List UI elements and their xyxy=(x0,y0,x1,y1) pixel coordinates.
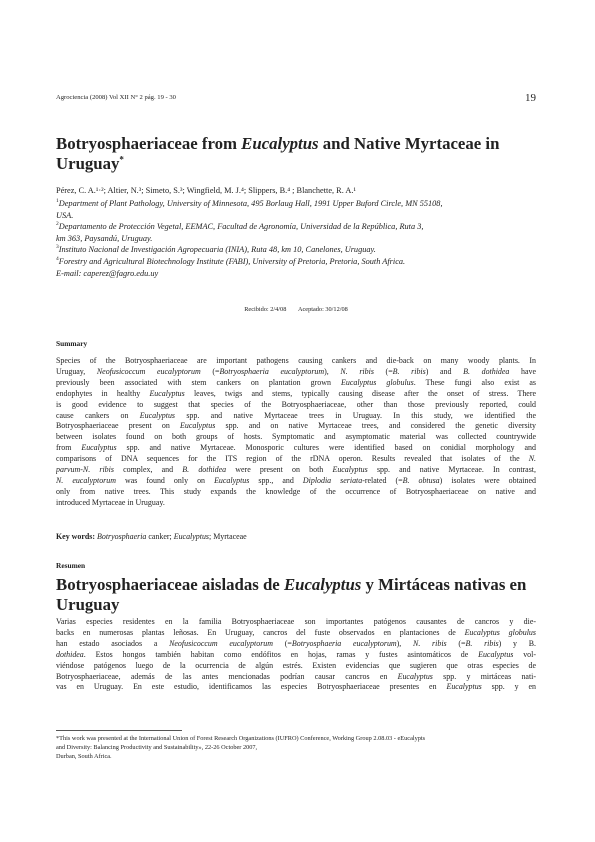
affiliation-line xyxy=(56,221,536,233)
affiliation-text: Departamento de Protección Vegetal, EEMAC, Facultad de Agronomía, Universidad de la República, Ruta 3, xyxy=(58,222,424,232)
footnote-line: and Diversity: Balancing Productivity and Sustainability», 22-26 October 2007, xyxy=(56,744,258,751)
summary-line: N. eucalyptorum was found only on Eucalyptus spp., and Diplodia seriata-related (=B. obtusa) isolates were obtained xyxy=(56,475,536,485)
resumen-line: han estado asociados a Neofusicoccum eucalyptorum (=Botryosphaeria eucalyptorum), N. ribis (=B. ribis) y B. xyxy=(56,638,536,648)
title-part: Botryosphaeriaceae from xyxy=(56,134,242,153)
received-date: Recibido: 2/4/08 xyxy=(244,306,287,313)
keywords-label: Key words: xyxy=(56,532,96,541)
summary-heading: Summary xyxy=(56,339,88,348)
affiliation-number: 3 xyxy=(56,244,59,251)
resumen-line: vas en Uruguay. En este estudio, identificamos las especies Botryosphaeriaceae presentes en Eucalyptus spp. y en xyxy=(56,682,536,692)
summary-line: Botryosphaeriaceae present on Eucalyptus spp. and on native Myrtaceae trees, and considered the genetic diversity xyxy=(56,421,536,431)
received-accepted-dates xyxy=(56,306,536,313)
affiliation-text: E-mail: caperez@fagro.edu.uy xyxy=(56,268,159,278)
affiliation-text: Department of Plant Pathology, University of Minnesota, 495 Borlaug Hall, 1991 Upper Buford Circle, MN 55108, xyxy=(58,199,443,208)
summary-line: cause cankers on Eucalyptus spp. and native Myrtaceae trees in Uruguay. In this study, we identified the xyxy=(56,410,536,420)
summary-line: between isolates found on both groups of hosts. Symptomatic and asymptomatic material was collected countrywide xyxy=(56,432,536,442)
affiliation-number: 1 xyxy=(56,198,59,205)
running-header xyxy=(56,93,536,107)
title-italic: Eucalyptus xyxy=(241,134,319,153)
resumen-line: Botryosphaeriaceae, además de las antes mencionadas podrían causar cancros en Eucalyptus spp. y mirtáceas nati- xyxy=(56,671,536,681)
footnote xyxy=(56,734,536,761)
affiliation-line xyxy=(56,268,536,280)
footnote-line: *This work was presented at the International Union of Forest Research Organizations (IUFRO) Conference, Working Group 2.08.03 - eEucalypts xyxy=(56,735,426,742)
spanish-title xyxy=(56,575,536,615)
accepted-date: Aceptado: 30/12/08 xyxy=(297,306,348,313)
summary-line: parvum-N. ribis complex, and B. dothidea were present on both Eucalyptus spp. and native Myrtaceae. In contrast, xyxy=(56,465,536,475)
affiliation-text: USA. xyxy=(56,210,74,220)
spanish-title-part: y Mirtáceas nativas en Uruguay xyxy=(56,575,527,614)
affiliation-text: km 363, Paysandú, Uruguay. xyxy=(56,233,153,243)
resumen-line: backs en numerosas plantas leñosas. En Uruguay, cancros del fuste observados en plantaciones de Eucalyptus globulus xyxy=(56,627,536,637)
summary-line: introduced Myrtaceae in Uruguay. xyxy=(56,497,165,507)
affiliation-line xyxy=(56,244,536,256)
paper-title xyxy=(56,134,536,174)
summary-line: Uruguay, Neofusicoccum eucalyptorum (=Botryosphaeria eucalyptorum), N. ribis (=B. ribis) and B. dothidea have xyxy=(56,366,536,376)
affiliation-line xyxy=(56,198,536,210)
affiliation-line xyxy=(56,210,536,222)
resumen-text xyxy=(56,617,536,693)
summary-line: previously been associated with stem cankers on plantation grown Eucalyptus globulus. These fungi also exist as xyxy=(56,377,536,387)
resumen-line: dothidea. Estos hongos también habitan como endófitos en hojas, ramas y fustes asintomáticos de Eucalyptus vol- xyxy=(56,649,536,659)
affiliation-line xyxy=(56,256,536,268)
summary-line: Species of the Botryosphaeriaceae are important pathogens causing cankers and die-back on many woody plants. In xyxy=(56,356,536,365)
page-number: 19 xyxy=(525,92,536,104)
affiliation-text: Forestry and Agricultural Biotechnology Institute (FABI), University of Pretoria, Pretoria, South Africa. xyxy=(58,256,406,266)
summary-line: comparisons of DNA sequences for the ITS region of the rDNA operon. Results revealed that isolates of the N. xyxy=(56,454,536,464)
resumen-line: Varias especies residentes en la familia Botryosphaeriaceae son importantes patógenos causantes de cancros y die- xyxy=(56,617,536,626)
affiliation-number: 4 xyxy=(56,256,59,263)
summary-text xyxy=(56,356,536,509)
affiliation-list xyxy=(56,198,536,279)
footnote-line: Durban, South Africa. xyxy=(56,753,112,760)
resumen-line: viéndose patógenos luego de la ocurrencia de algún estrés. Existen evidencias que sugieren que otras especies de xyxy=(56,660,536,670)
author-list: Pérez, C. A.¹·²; Altier, N.³; Simeto, S.³; Wingfield, M. J.⁴; Slippers, B.⁴ ; Blanchette, R. A.¹ xyxy=(56,186,356,195)
summary-line: only from native trees. This study expands the knowledge of the occurrence of Botryosphaeriaceae on native and xyxy=(56,486,536,496)
title-part: and Native Myrtaceae in Uruguay xyxy=(56,134,500,173)
summary-line: endophytes in healthy Eucalyptus leaves, twigs and stems, typically causing disease after the onset of stress. There xyxy=(56,388,536,398)
affiliation-text: Instituto Nacional de Investigación Agropecuaria (INIA), Ruta 48, km 10, Canelones, Uruguay. xyxy=(58,245,376,255)
journal-citation: Agrociencia (2008) Vol XII N° 2 pág. 19 - 30 xyxy=(56,94,176,101)
affiliation-number: 2 xyxy=(56,221,59,228)
keywords-text: Botryosphaeria canker; Eucalyptus; Myrtaceae xyxy=(97,532,247,541)
spanish-title-italic: Eucalyptus xyxy=(283,575,362,594)
keywords xyxy=(56,532,536,541)
title-footnote-mark: * xyxy=(119,154,124,165)
spanish-title-part: Botryosphaeriaceae aisladas de xyxy=(56,575,284,594)
summary-line: from Eucalyptus spp. and native Myrtaceae. Monosporic cultures were identified based on conidial morphology and xyxy=(56,443,536,453)
footnote-divider xyxy=(56,730,182,731)
summary-line: is good evidence to suggest that species of the Botryosphaeriaceae, other than those previously reported, could xyxy=(56,399,536,409)
resumen-heading: Resumen xyxy=(56,561,86,570)
affiliation-line xyxy=(56,233,536,245)
